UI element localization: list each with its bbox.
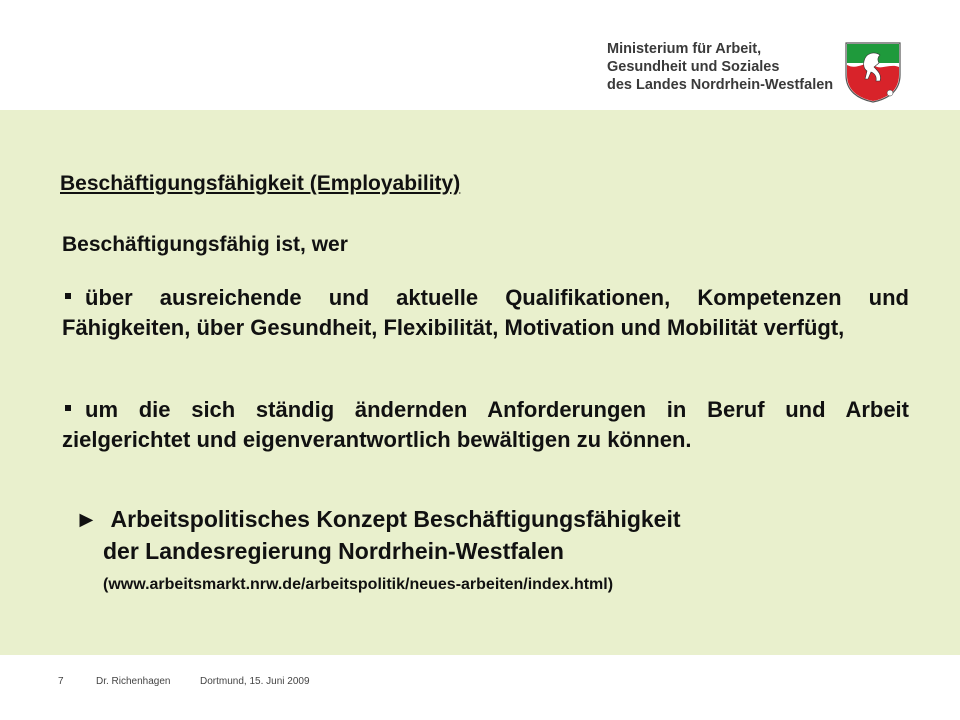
ministry-line-2: Gesundheit und Soziales: [607, 59, 780, 75]
ministry-line-1: Ministerium für Arbeit,: [607, 41, 762, 57]
concept-line-1: [75, 506, 681, 533]
arrow-right-icon: ►: [75, 506, 98, 532]
bullet-text-2: um die sich ständig ändernden Anforderungen in Beruf und Arbeit zielgerichtet und eigenverantwortlich bewältigen zu können.: [62, 397, 909, 452]
concept-url: (www.arbeitsmarkt.nrw.de/arbeitspolitik/neues-arbeiten/index.html): [103, 576, 614, 593]
footer-author: Dr. Richenhagen: [96, 676, 171, 687]
bullet-square-icon: [65, 293, 71, 299]
footer-date: Dortmund, 15. Juni 2009: [200, 676, 310, 687]
slide-footer: [0, 655, 960, 720]
footer-page-number: 7: [58, 676, 64, 687]
slide-title: Beschäftigungsfähigkeit (Employability): [60, 172, 461, 195]
bullet-item-2: [62, 395, 909, 455]
ministry-name: [607, 40, 833, 94]
ministry-line-3: des Landes Nordrhein-Westfalen: [607, 77, 834, 93]
bullet-item-1: [62, 283, 909, 343]
nrw-coat-of-arms-icon: [844, 41, 902, 103]
slide-header: [0, 0, 960, 110]
bullet-square-icon: [65, 405, 71, 411]
concept-line-2: der Landesregierung Nordrhein-Westfalen: [103, 538, 564, 564]
intro-text: Beschäftigungsfähig ist, wer: [62, 233, 348, 256]
bullet-text-1: über ausreichende und aktuelle Qualifikationen, Kompetenzen und Fähigkeiten, über Gesundheit, Flexibilität, Motivation und Mobilität verfügt,: [62, 285, 909, 340]
concept-text-1: Arbeitspolitisches Konzept Beschäftigungsfähigkeit: [110, 506, 681, 532]
